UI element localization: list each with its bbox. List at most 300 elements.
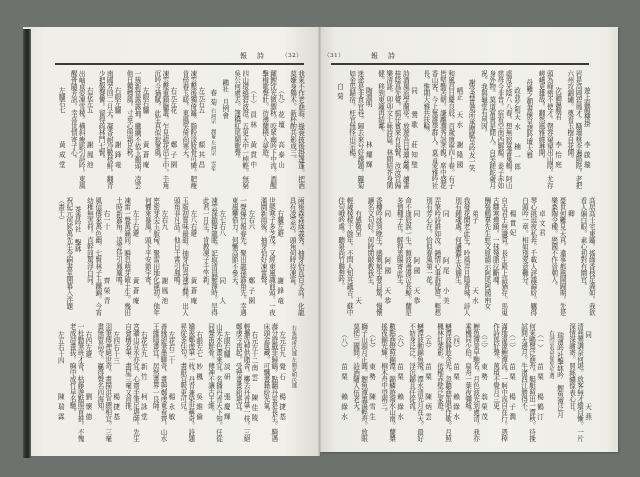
author-name: 東勢 翁榮茂	[479, 363, 488, 423]
column-text: 躍鯉沈光微禦秋。咬眾幽吟下中流。酒醒	[268, 70, 277, 189]
text-column	[85, 196, 93, 316]
author-name: 天	[353, 297, 362, 307]
right-tier-1	[335, 69, 594, 189]
text-column	[344, 196, 352, 316]
text-column	[220, 69, 228, 189]
text-column	[153, 69, 161, 189]
text-column	[217, 196, 225, 316]
author-name: 苗栗 賴綠水	[395, 363, 404, 423]
text-column	[95, 322, 103, 449]
column-label: 左臚右七	[57, 87, 66, 114]
column-text: 看人偏白眼。素心初對有園官。	[578, 197, 587, 290]
text-column	[194, 322, 202, 449]
column-text: 少把盤餐憐。留得疏林鬥七賢。	[97, 70, 106, 163]
column-text: 佳句哦吟處。聽泉尚竹聯想吟。	[336, 197, 345, 290]
author-name: 楊捷基	[111, 393, 120, 423]
text-column	[519, 322, 527, 449]
text-column	[296, 196, 304, 316]
text-column	[453, 196, 461, 316]
text-column	[587, 196, 595, 316]
column-label: 左元右五	[196, 87, 205, 114]
author-name: 苗栗 賴綠水	[339, 363, 348, 423]
page-number: （31）	[324, 53, 345, 59]
column-text: 如金馬歸宿。枉官無怪田宗楊。	[347, 70, 356, 163]
text-column	[208, 69, 216, 189]
text-column	[101, 196, 109, 316]
text-column	[553, 69, 561, 189]
text-column	[499, 322, 507, 449]
text-column	[438, 69, 446, 189]
text-column	[582, 69, 590, 189]
column-text: 祝。我與龜堂有夙因。	[479, 70, 488, 136]
text-column	[151, 322, 159, 449]
column-label: 同	[583, 331, 592, 338]
column-text: 和風昌日慶良辰。百歲康寧四十春。有子	[446, 70, 455, 189]
column-label: 同	[441, 210, 450, 217]
text-column	[423, 322, 431, 449]
column-label: 政並乞和	[512, 87, 521, 114]
text-column	[451, 322, 459, 449]
column-label: 同	[411, 210, 420, 217]
column-text: 王維隱書宜。居然畫界一良師。	[151, 323, 160, 416]
column-label: （十）	[248, 87, 257, 107]
column-text: 鄭虔今再起。受殃書畫鉛堪宜。	[234, 323, 243, 416]
column-text: 虛度光陰八八春。想無寂寞書巢鶴。阿山	[504, 70, 513, 189]
text-column	[73, 196, 81, 316]
column-label: 左右九	[159, 210, 168, 230]
column-text: 白頭吟一章。相如別愛意難分。	[520, 197, 529, 290]
text-column	[387, 322, 395, 449]
author-name: 黃成堂	[57, 141, 66, 171]
text-column	[209, 196, 217, 316]
text-column	[201, 196, 209, 316]
text-column	[214, 322, 222, 449]
column-text: 茶香吟社 擊缽	[73, 206, 82, 253]
column-text: 母難之朝書懷呈諸吟壇大雅	[524, 79, 533, 159]
column-text: 嬌羨鄭虔筆一枝。丹青兼染世稱奇。詩題	[186, 323, 195, 442]
text-column	[246, 196, 254, 316]
column-label: 有感敬呈	[353, 210, 362, 237]
text-column	[583, 322, 591, 449]
column-label: （五）	[423, 331, 432, 351]
column-label: 右花左九	[139, 331, 148, 358]
author-name: 鄭子園	[168, 141, 177, 171]
text-column	[180, 69, 188, 189]
judge-line: 左詞宗 雪峯	[210, 140, 217, 172]
text-column	[415, 322, 423, 449]
column-text: 醒骨隨芳訊。幸喜世情寄子心。	[69, 70, 78, 163]
text-column	[555, 322, 563, 449]
text-column	[573, 69, 581, 189]
text-column	[105, 69, 113, 189]
column-text: 作詩郎好聲。萬頃不覺月三更。	[491, 323, 500, 416]
column-text: 別有鍾魂處。何讓蠹生及簡生。	[453, 197, 462, 290]
text-column	[394, 196, 402, 316]
text-column	[69, 69, 77, 189]
column-text: 深情深謝寄。買絲繡像表心甘。	[567, 323, 576, 416]
left-tier-2	[56, 196, 304, 316]
text-column	[382, 196, 390, 316]
text-column	[578, 196, 586, 316]
text-column	[401, 69, 409, 189]
column-text: 迷途是非貪官巷。歸去來兮好課題。隴菊	[355, 70, 364, 189]
column-text: 樂清詠。卯卯文士咏詩篇。林間結芥身閑	[384, 70, 393, 189]
binding-edge	[23, 29, 31, 458]
text-column	[172, 196, 180, 316]
text-column	[336, 196, 344, 316]
text-column	[250, 322, 258, 449]
text-column	[335, 69, 343, 189]
author-name: 同 人	[217, 277, 226, 307]
column-text: 壽分遊戲菲歸鶴。點翻丹室是長生。騎遇	[269, 323, 278, 442]
author-name: 苗栗 賴綠水	[451, 363, 460, 423]
column-text: 獅子山頭月正圓。鯉魚潭裏蕩輕舟。放眼	[359, 323, 368, 442]
text-column	[77, 69, 85, 189]
column-text: 酬張鶴羣先生蛀文原韻示阿尾阿國兩女	[482, 197, 491, 310]
author-name: 天水	[470, 287, 479, 307]
author-name: 劉懷德	[83, 393, 92, 423]
column-text: 滿園新雨後。抽芽恰好凍雷聲。	[259, 197, 268, 290]
column-label: 右臚左避	[275, 210, 284, 237]
column-text: 一杜勤筆班才奇。枯藤遊點照首推。不愧	[76, 323, 85, 442]
column-text: 我發花開老此生。吟風弄月隱香城。詩人	[462, 197, 471, 316]
author-name: 花壇 高泰山	[276, 111, 285, 171]
text-column	[269, 322, 277, 449]
column-label: 左四右十三	[111, 331, 120, 364]
text-column	[482, 196, 490, 316]
author-name: 李怡庭	[553, 141, 562, 171]
text-column	[395, 322, 403, 449]
text-column	[276, 69, 284, 189]
author-name: 鶯歌 莊知璧	[409, 111, 418, 171]
text-column	[536, 69, 544, 189]
column-label: 同	[382, 210, 391, 217]
text-column	[376, 69, 384, 189]
text-column	[359, 322, 367, 449]
right-tier-3	[339, 322, 595, 449]
column-text: 南國芳回二月天。凝香耐冷數枝鮮。翻青	[105, 70, 114, 189]
column-text: 長。惟期大雅共扶輪。	[421, 70, 430, 136]
column-label: 陶淵明	[364, 87, 373, 107]
author-name: 鄭子園	[246, 277, 255, 307]
column-text: 岩是高岡碧鳳才。騷壇桃李遍階陛。老把	[574, 70, 583, 189]
text-column	[167, 322, 175, 449]
author-name: 天水 楠一郎	[512, 113, 521, 174]
column-text: 弄筆吟詩誰如汝。鍾情心事訴琵琶。輕愁	[432, 197, 441, 316]
text-column	[471, 322, 479, 449]
text-column	[545, 69, 553, 189]
text-column	[222, 322, 230, 449]
column-text: 皆堅勤苦朝。謙離潤秀訊孝親。席中盛花	[438, 70, 447, 189]
text-column	[537, 196, 545, 316]
text-column	[347, 69, 355, 189]
text-column	[111, 322, 119, 449]
author-name: 妙楓 吳維倫	[194, 363, 203, 423]
text-column	[507, 322, 515, 449]
column-text: 山光水色畫來宜。名播丹青天下知。任從	[214, 323, 223, 442]
text-column	[479, 322, 487, 449]
column-label: 右元左花	[168, 87, 177, 114]
text-column	[557, 196, 565, 316]
text-column	[168, 69, 176, 189]
author-name: 黃蒼庵	[188, 277, 197, 307]
text-column	[84, 322, 92, 449]
text-column	[454, 69, 462, 189]
author-name: 謝鳳池	[85, 141, 94, 171]
text-column	[232, 69, 240, 189]
column-text: 右詞宗吳景箕先生選	[548, 330, 554, 379]
text-column	[141, 69, 149, 189]
text-column	[421, 69, 429, 189]
text-column	[567, 322, 575, 449]
text-column	[479, 69, 487, 189]
column-label: 哂正	[454, 87, 463, 101]
text-column	[411, 196, 419, 316]
column-text: 身外物。莫道富貴是閒人。自笑蹉跎歲月	[487, 70, 496, 189]
column-text: 莫把三國問。詩酒隨人伍老天。	[351, 323, 360, 416]
text-column	[424, 196, 432, 316]
column-text: 乘機同少伯。扁舟一葉夜彌城。	[463, 323, 472, 416]
column-text: 善緣卻筆墨聯奇。畫與鄭虔東看齊。山水	[159, 323, 168, 442]
column-text: 莫嫌身獨木。新杯酌共影成三。	[288, 70, 297, 163]
column-label: 左眼右臚	[141, 87, 150, 114]
text-column	[275, 196, 283, 316]
column-text: 四山環繞碧波澄。五更天中一棹輕。無窮	[240, 70, 249, 189]
judges-note	[290, 325, 296, 388]
column-label: 右一十	[102, 210, 111, 230]
column-text: 凍雲深鎖籜龍眠。記取清晨解籜時。早得	[209, 197, 218, 316]
column-text: 兩後森森綠義秀。抽芽恰直百丈高。化龍	[296, 197, 305, 316]
column-text: 羽筆傳神絕世奇。畫描洪宣總相宜。三毫	[103, 323, 112, 442]
column-label: （六）	[395, 331, 404, 351]
column-label: 弟子	[470, 210, 479, 224]
text-column	[188, 69, 196, 189]
column-text: 我來不作老漁翁。綠蓑披後掛篷蓬。把酒	[296, 70, 305, 189]
text-column	[443, 322, 451, 449]
author-name: 苗栗 楊鶴汀	[535, 363, 544, 423]
column-label: 右元左十二	[249, 331, 258, 364]
text-column	[151, 196, 159, 316]
column-text: 憂世何難見天真。違事都風鬧歸期。先是	[558, 197, 567, 316]
author-name: 覺石 楊捷基	[277, 363, 286, 423]
text-column	[435, 322, 443, 449]
column-text: 床頭金篋藏。可飄書籍紛光氣。	[261, 323, 270, 416]
author-name: 苗栗 陳炳雲	[423, 363, 432, 423]
column-text: 老成詩畫拔。胸中成竹早名馳。	[68, 323, 77, 416]
text-column	[159, 322, 167, 449]
text-column	[384, 69, 392, 189]
column-label: 左花右二十	[166, 331, 175, 364]
column-label: （八）	[339, 331, 348, 351]
text-column	[575, 322, 583, 449]
text-column	[535, 322, 543, 449]
text-column	[97, 69, 105, 189]
page-number: （32）	[282, 53, 303, 59]
text-column	[122, 196, 130, 316]
text-column	[379, 322, 387, 449]
author-name: 楊永敏	[166, 393, 175, 423]
column-text: 東風攀借力。何慚高節不參天。	[230, 197, 239, 290]
text-column	[261, 322, 269, 449]
column-text: 香山客。今上無誰學群人。莫言愛雅吟社	[430, 70, 439, 189]
column-label: （九）	[276, 87, 285, 107]
text-column	[56, 196, 64, 316]
column-text: 祝紀元何欽萬先生令嗣書室開幕入泮題	[64, 197, 73, 310]
author-name: 阿尾 小美	[441, 257, 450, 307]
column-text: 一聲爆竹報春先。聚田龍孫露角先。幸遇	[238, 197, 247, 316]
column-text: 何懼來暴風。頭下平安節宇寄。	[143, 197, 152, 290]
column-text: 此君一月生。肯教凍子千竿新。	[201, 197, 210, 290]
column-text: 楓林紅葉影。依稀赤壁泛家遊。	[435, 323, 444, 416]
author-name: 天燕	[583, 403, 592, 423]
text-column	[178, 322, 186, 449]
column-text: 多情種子在。解得衷腸寄此生。	[395, 197, 404, 290]
column-text: 同聲笛鮮骨。傳神不讓古王維。	[206, 323, 215, 416]
column-text: 鰱潭波靜趁含光。忽聽漁笛唱作歌。月照	[443, 323, 452, 442]
column-text: 楊貴妃	[508, 210, 517, 239]
column-text: 凍雲壓重鎖臘叢。乍見疏花出土中。圭角	[160, 70, 169, 189]
text-column	[491, 196, 499, 316]
column-text: 頭為峰巒不使才。罄容窺窺出山隈。尤存	[545, 70, 554, 189]
text-column	[528, 196, 536, 316]
column-label: （七）	[367, 331, 376, 351]
text-column	[547, 322, 555, 449]
column-label: 左十右避	[131, 210, 140, 237]
text-column	[463, 322, 471, 449]
column-text: 吳公何處去。篷橋紅尾鬧歌聲。	[232, 70, 241, 163]
right-tier-2	[336, 196, 595, 316]
text-column	[487, 69, 495, 189]
text-column	[429, 69, 437, 189]
text-column	[495, 69, 503, 189]
column-label: 右眼左臚	[113, 87, 122, 114]
text-column	[131, 322, 139, 449]
author-name: 東勢 陳雪生	[367, 363, 376, 423]
text-column	[230, 196, 238, 316]
column-label: 左右六	[246, 210, 255, 230]
author-name: 陳瑞霖	[56, 393, 65, 423]
text-column	[566, 196, 574, 316]
column-label: 同	[409, 87, 418, 94]
column-text: 凍雷一聲萬籟同。瞬息萌芽破土生。幾田	[122, 197, 131, 316]
text-column	[499, 196, 507, 316]
author-name: 南雲 陳佳陵	[249, 364, 258, 424]
column-text: 風信傳來萬色幽。七賢林子玉鐵錦。今宵	[93, 197, 102, 316]
text-column	[289, 322, 297, 449]
column-text: 命不逢辰誤一生。頹波漫漫泣長鯨。蘭是	[403, 197, 412, 316]
text-column	[68, 322, 76, 449]
text-column	[409, 69, 417, 189]
header-rule	[331, 63, 589, 65]
column-label: 左五右十四	[56, 331, 65, 364]
column-text: 鰱潭波動錦魚飛。潭水清光月在天。最好	[415, 323, 424, 442]
text-column	[365, 196, 373, 316]
text-column	[242, 322, 250, 449]
column-text: 肯傍春玉暖。東風笑倚尚寒天。	[180, 70, 189, 163]
judges-note	[210, 108, 216, 171]
author-name: 顏其昌	[196, 141, 205, 171]
column-text: 昇從多佳句。畫紙宜吸更可兒。	[178, 323, 187, 416]
text-column	[268, 69, 276, 189]
text-column	[467, 69, 475, 189]
author-name: 謝鋒竜	[113, 141, 122, 171]
column-label: 次韻瀛顏君	[553, 87, 562, 120]
column-text: 何來鷗鷺泛漁舟。艇艇照出一潭秋。待挽	[527, 323, 536, 442]
text-column	[133, 69, 141, 189]
text-column	[353, 196, 361, 316]
column-text: 他日獨標風。寸莖心照霜足秋。	[125, 70, 134, 163]
text-column	[234, 322, 242, 449]
author-name: 林耀輝	[364, 141, 373, 171]
author-name: 苗栗 楊子潤	[507, 363, 516, 423]
left-tier-1	[57, 69, 304, 189]
text-column	[206, 322, 214, 449]
text-column	[186, 322, 194, 449]
column-text: 清燕鶯調奈何堪。放客無才縱自慚。一片	[575, 323, 584, 442]
column-text: 出岫貞姿凍雪稜。橫斜瘦影引詩吟。東風	[77, 70, 86, 189]
column-text: 具有凌雲志。頭角何時待凍雷。	[288, 197, 297, 290]
column-text: 高居高士宅東籬。搖綠香枝足義如。我欲	[587, 197, 596, 316]
column-text: 春菊	[208, 89, 217, 109]
column-text: 沉吟今猶賦。此生真似寂寥風。	[152, 70, 161, 163]
column-label: （三）	[479, 331, 488, 351]
column-text: 擊楫歌聲壯。彷彿蘭橈入夢遊。	[260, 70, 269, 163]
text-column	[549, 196, 557, 316]
author-name: 新竹 柯詠堂	[139, 363, 148, 423]
text-column	[64, 196, 72, 316]
judge-line: 右詞宗 潤菴	[210, 108, 217, 140]
text-column	[123, 322, 131, 449]
column-label: 左眼右臚	[222, 331, 231, 358]
text-column	[248, 69, 256, 189]
text-column	[159, 196, 167, 316]
column-text: 白菊	[335, 83, 344, 103]
column-text: 試問天邊月。牛渚西江勝得不。	[519, 323, 528, 416]
author-name: 黃蒼庵	[141, 141, 150, 171]
column-text: 卿	[566, 210, 575, 220]
column-label: （一）	[535, 331, 544, 351]
text-column	[238, 196, 246, 316]
column-text: 一簇新當露露抽。纖纖不依玉顏頭。凌雲	[133, 70, 142, 189]
column-label: 遊上瀛顏樓掛	[582, 87, 591, 127]
text-column	[160, 69, 168, 189]
author-name: 淡研 張慶輝	[222, 363, 231, 423]
left-tier-3	[56, 322, 301, 449]
text-column	[143, 196, 151, 316]
text-column	[392, 69, 400, 189]
text-column	[512, 69, 520, 189]
text-column	[527, 322, 535, 449]
running-title: 詩報	[371, 52, 405, 60]
column-text: 滿地濛濛鯉潭流。一舸中流自在行。憑棹	[499, 323, 508, 442]
column-text: 搖夜錦光輝。桐木舟中望兩三。	[379, 323, 388, 416]
column-text: 別有芳心在。恰似春風第一花。	[424, 197, 433, 290]
text-column	[432, 196, 440, 316]
text-column	[470, 196, 478, 316]
author-name: 齊榮青	[102, 277, 111, 307]
text-column	[296, 69, 304, 189]
text-column	[520, 196, 528, 316]
column-text: 香樓吟詠到晚生。感慨頻生發自驚。慢懷	[374, 197, 383, 316]
column-text: 桂陰爲先覺。綰仔賓來有長賢。汝汝官歸	[393, 70, 402, 189]
column-text: 玉版初嘗味最甜。抽芽恰喜凍雲開。出人	[180, 197, 189, 316]
text-column	[407, 322, 415, 449]
text-column	[267, 196, 275, 316]
text-column	[441, 196, 449, 316]
column-label: （四）	[451, 331, 460, 351]
text-column	[125, 69, 133, 189]
text-column	[103, 322, 111, 449]
